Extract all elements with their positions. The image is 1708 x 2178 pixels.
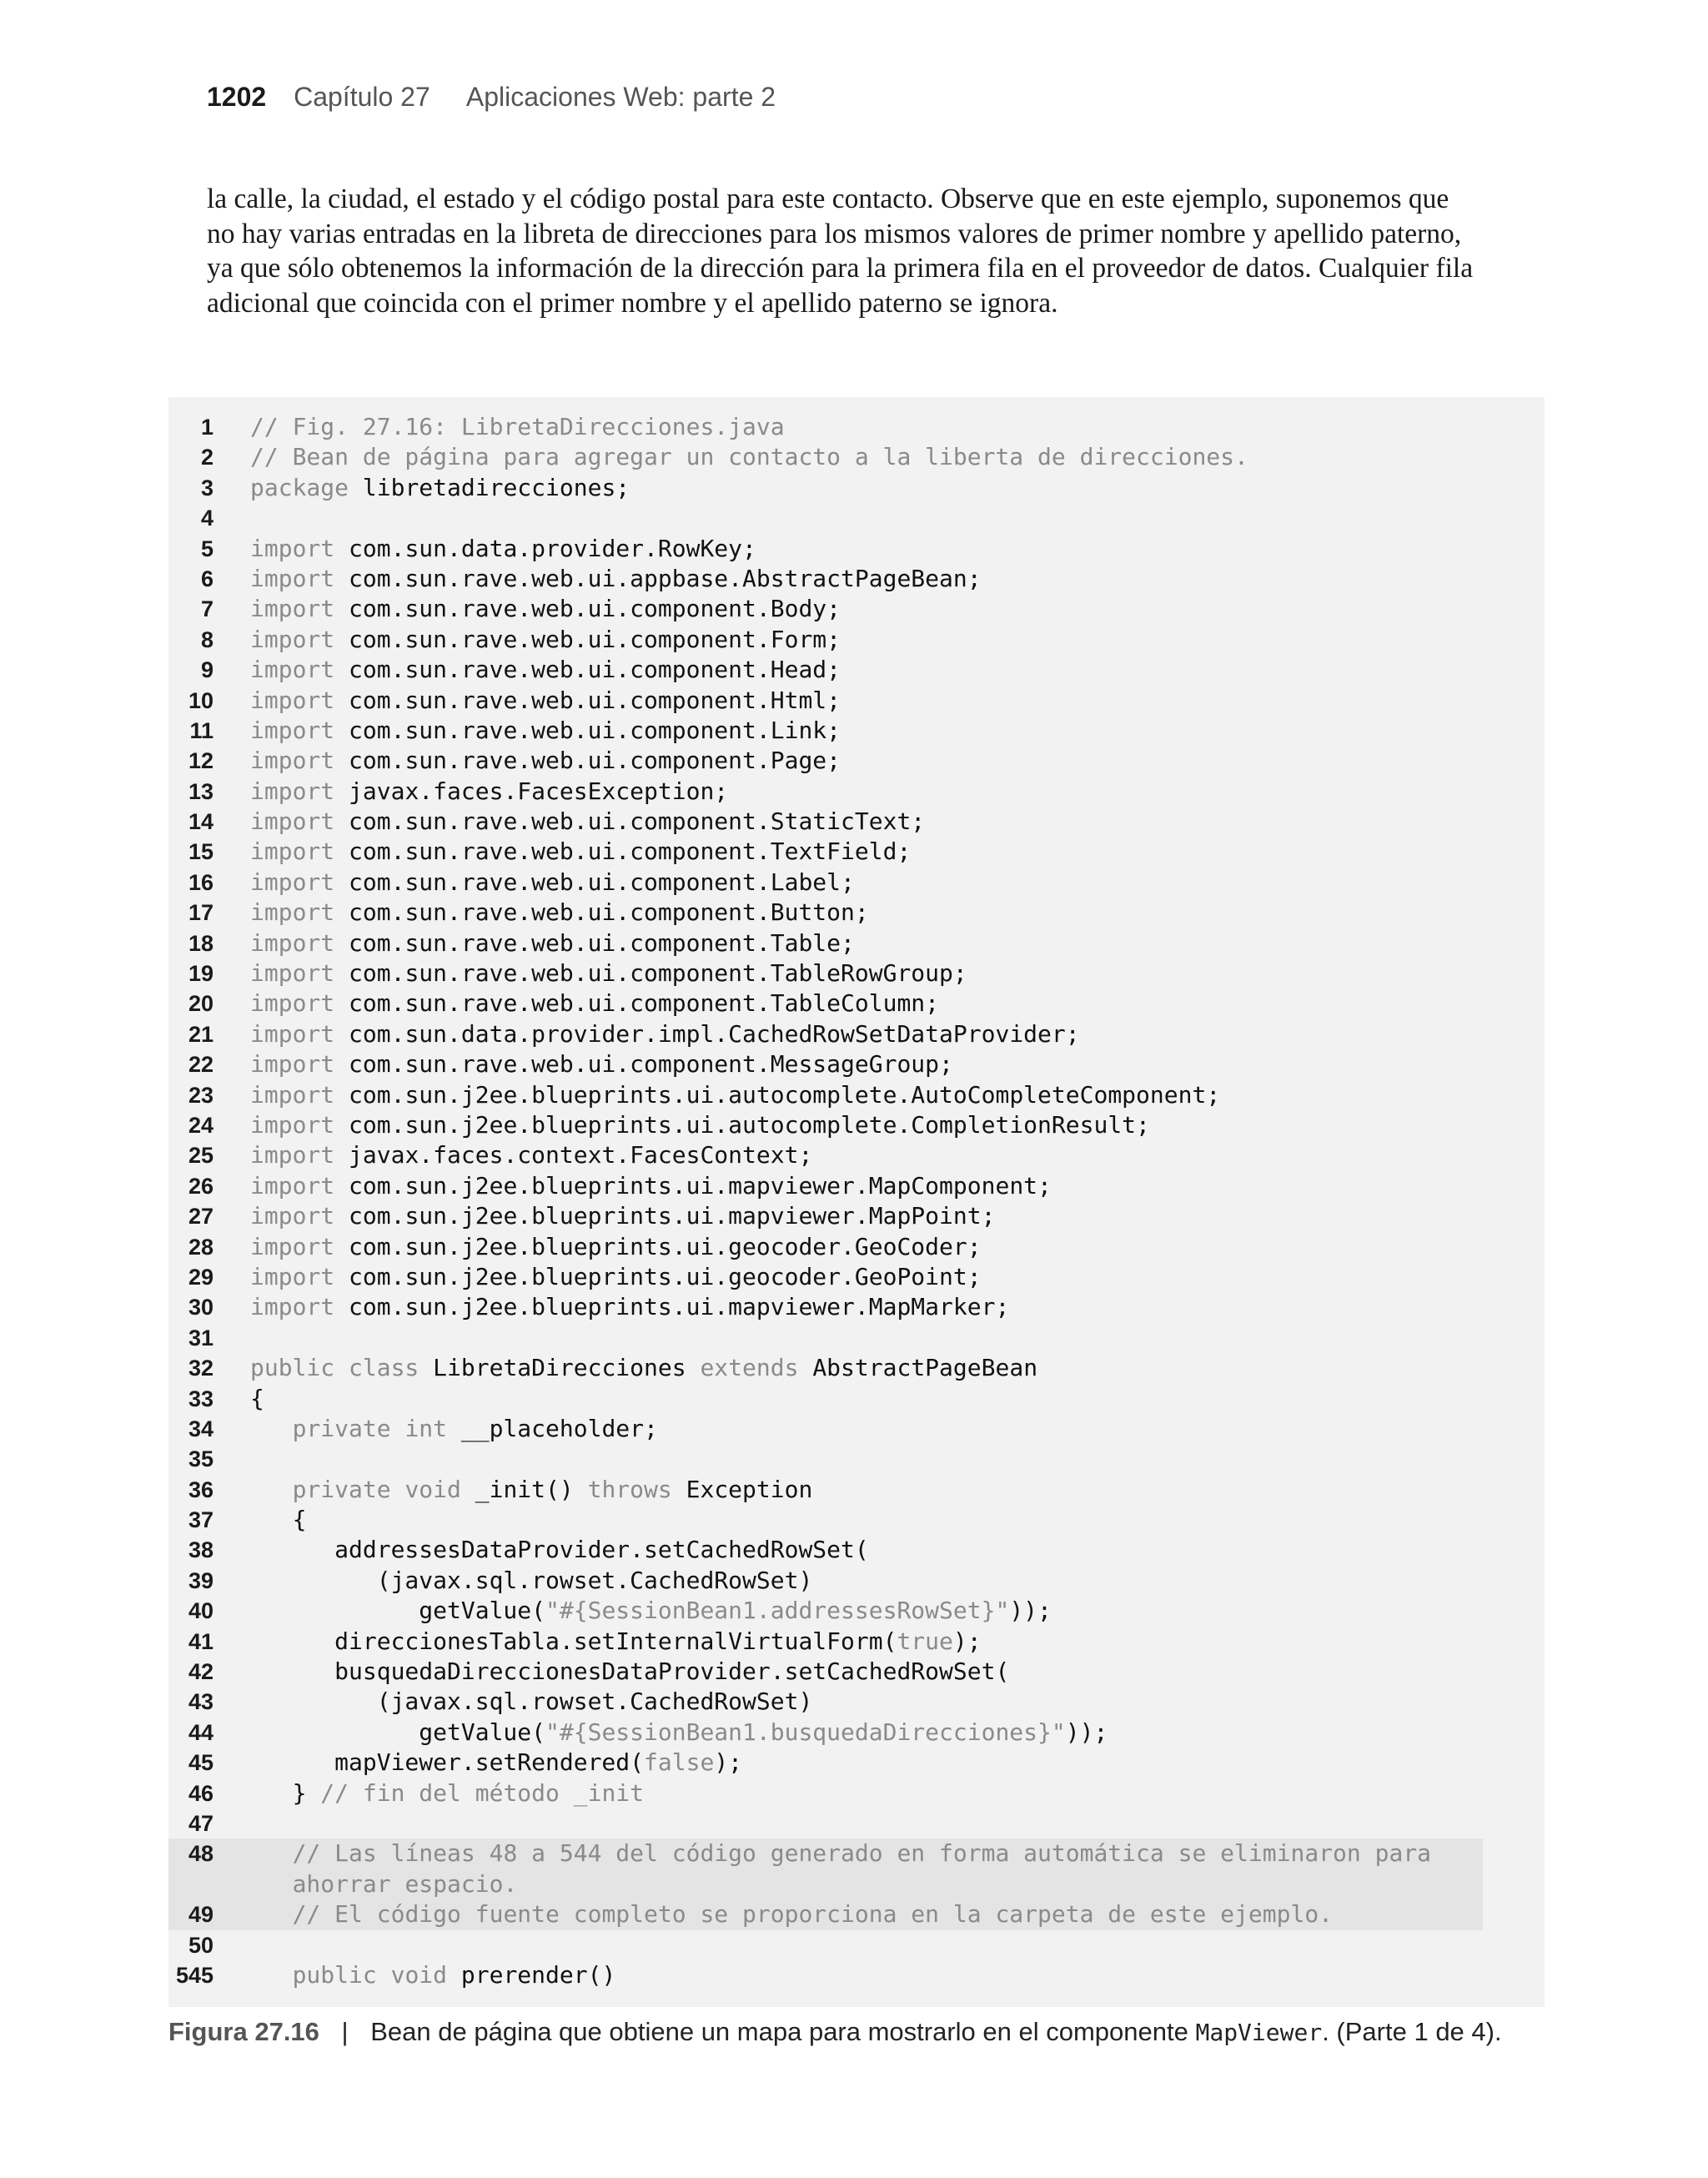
code-line bbox=[168, 1384, 1545, 1414]
code-line bbox=[168, 1414, 1545, 1444]
caption-text: Bean de página que obtiene un mapa para mostrarlo en el componente bbox=[370, 2017, 1196, 2046]
caption-separator: | bbox=[341, 2017, 349, 2046]
code-token: import bbox=[250, 1171, 335, 1200]
code-line bbox=[168, 1505, 1545, 1535]
code-token: // fin del método _init bbox=[320, 1778, 645, 1807]
line-number: 17 bbox=[188, 900, 214, 926]
code-text bbox=[250, 1171, 1052, 1201]
code-token: import bbox=[250, 1019, 335, 1048]
code-token: com.sun.j2ee.blueprints.ui.autocomplete.AutoCompleteComponent; bbox=[334, 1080, 1221, 1109]
code-token: import bbox=[250, 989, 335, 1018]
code-line bbox=[168, 655, 1545, 685]
code-line bbox=[168, 746, 1545, 776]
code-token: import bbox=[250, 1110, 335, 1139]
code-text bbox=[250, 1657, 1009, 1687]
line-number: 13 bbox=[188, 778, 214, 804]
line-number: 38 bbox=[188, 1537, 214, 1563]
code-line bbox=[168, 1718, 1545, 1748]
running-head bbox=[207, 82, 776, 113]
code-token: com.sun.rave.web.ui.component.TextField; bbox=[334, 837, 912, 866]
code-line bbox=[168, 1778, 1545, 1808]
code-token: busquedaDireccionesDataProvider.setCachedRowSet( bbox=[250, 1657, 1010, 1686]
code-token: public void bbox=[292, 1960, 448, 1989]
code-token: prerender() bbox=[447, 1960, 616, 1989]
code-token: LibretaDirecciones bbox=[419, 1354, 701, 1382]
line-number: 44 bbox=[188, 1719, 214, 1745]
code-line bbox=[168, 1171, 1545, 1201]
code-text bbox=[250, 473, 630, 503]
code-text bbox=[250, 412, 785, 442]
code-token: ahorrar espacio. bbox=[292, 1869, 518, 1898]
code-token: import bbox=[250, 959, 335, 988]
code-line bbox=[168, 1444, 1545, 1474]
line-number: 20 bbox=[188, 991, 214, 1017]
code-token: com.sun.rave.web.ui.component.StaticText; bbox=[334, 807, 926, 836]
code-token: import bbox=[250, 1050, 335, 1079]
line-number: 25 bbox=[188, 1143, 214, 1169]
code-token: import bbox=[250, 716, 335, 744]
line-number: 7 bbox=[200, 596, 214, 622]
code-text bbox=[250, 807, 925, 837]
code-token: (javax.sql.rowset.CachedRowSet) bbox=[250, 1566, 813, 1594]
code-token: AbstractPageBean bbox=[798, 1354, 1038, 1382]
code-text bbox=[250, 1899, 1333, 1929]
code-token: } bbox=[250, 1778, 321, 1807]
code-token: com.sun.rave.web.ui.component.Label; bbox=[334, 868, 855, 896]
line-number: 46 bbox=[188, 1780, 214, 1806]
line-number: 49 bbox=[188, 1902, 214, 1928]
code-token: com.sun.rave.web.ui.component.Head; bbox=[334, 656, 841, 684]
code-text bbox=[250, 1292, 1009, 1322]
code-token: throws bbox=[587, 1475, 672, 1503]
code-text bbox=[250, 898, 869, 928]
code-token: com.sun.j2ee.blueprints.ui.mapviewer.MapMarker; bbox=[334, 1293, 1010, 1321]
code-token: import bbox=[250, 534, 335, 562]
code-token: import bbox=[250, 625, 335, 653]
line-number: 50 bbox=[188, 1932, 214, 1958]
code-text bbox=[250, 1505, 306, 1535]
code-text bbox=[250, 1838, 1431, 1869]
code-token: getValue( bbox=[250, 1597, 546, 1625]
code-text bbox=[250, 625, 841, 655]
code-token: libretadirecciones; bbox=[349, 473, 630, 501]
line-number: 47 bbox=[188, 1810, 214, 1836]
code-token: com.sun.rave.web.ui.component.Page; bbox=[334, 747, 841, 775]
code-text bbox=[250, 837, 911, 867]
code-token: Exception bbox=[671, 1475, 813, 1503]
code-token: com.sun.rave.web.ui.component.Html; bbox=[334, 686, 841, 714]
code-token: import bbox=[250, 928, 335, 957]
code-listing bbox=[168, 397, 1545, 2007]
code-line bbox=[168, 1232, 1545, 1262]
code-line bbox=[168, 442, 1545, 472]
code-text bbox=[250, 746, 841, 776]
code-line bbox=[168, 1869, 1483, 1899]
line-number: 43 bbox=[188, 1689, 214, 1715]
code-token: )); bbox=[1009, 1597, 1052, 1625]
code-line bbox=[168, 686, 1545, 716]
code-line bbox=[168, 625, 1545, 655]
paragraph-line: ya que sólo obtenemos la información de la dirección para la primera fila en el proveedor de datos. Cualquier fila bbox=[207, 253, 1474, 284]
line-number: 45 bbox=[188, 1750, 214, 1776]
paragraph-line: adicional que coincida con el primer nombre y el apellido paterno se ignora. bbox=[207, 287, 1058, 319]
line-number: 545 bbox=[175, 1962, 214, 1988]
code-text bbox=[250, 686, 841, 716]
code-text bbox=[250, 1201, 995, 1231]
line-number: 21 bbox=[188, 1021, 214, 1047]
code-line bbox=[168, 716, 1545, 746]
line-number: 2 bbox=[200, 445, 214, 470]
code-text bbox=[250, 868, 855, 898]
code-token bbox=[250, 1961, 293, 1989]
code-line bbox=[168, 1657, 1545, 1687]
line-number: 35 bbox=[188, 1446, 214, 1472]
code-line bbox=[168, 988, 1545, 1019]
code-text bbox=[250, 564, 982, 594]
line-number: 33 bbox=[188, 1386, 214, 1411]
code-line bbox=[168, 868, 1545, 898]
code-text bbox=[250, 1232, 982, 1262]
code-token: package bbox=[250, 473, 349, 501]
code-text bbox=[250, 1748, 742, 1778]
code-token: com.sun.j2ee.blueprints.ui.geocoder.GeoPoint; bbox=[334, 1262, 982, 1290]
code-token: com.sun.rave.web.ui.component.TableColumn; bbox=[334, 989, 940, 1018]
code-line bbox=[168, 1838, 1483, 1869]
code-token: false bbox=[644, 1748, 715, 1777]
code-text bbox=[250, 1262, 982, 1292]
code-line bbox=[168, 1140, 1545, 1170]
code-line bbox=[168, 1292, 1545, 1322]
code-token: getValue( bbox=[250, 1718, 546, 1746]
code-text bbox=[250, 958, 967, 988]
code-text bbox=[250, 1080, 1220, 1110]
code-line bbox=[168, 958, 1545, 988]
line-number: 24 bbox=[188, 1112, 214, 1138]
code-line bbox=[168, 898, 1545, 928]
line-number: 19 bbox=[188, 961, 214, 987]
code-line bbox=[168, 1475, 1545, 1505]
code-text bbox=[250, 1778, 644, 1808]
line-number: 27 bbox=[188, 1204, 214, 1230]
code-line bbox=[168, 1627, 1545, 1657]
code-token: // Las líneas 48 a 544 del código generado en forma automática se eliminaron para bbox=[292, 1839, 1432, 1868]
code-line bbox=[168, 412, 1545, 442]
line-number: 16 bbox=[188, 869, 214, 895]
code-line bbox=[168, 777, 1545, 807]
code-text bbox=[250, 1687, 812, 1717]
code-token bbox=[250, 1476, 293, 1503]
code-text bbox=[250, 534, 756, 564]
code-lines bbox=[168, 412, 1545, 1990]
line-number: 34 bbox=[188, 1416, 214, 1441]
code-text bbox=[250, 655, 841, 685]
code-token: import bbox=[250, 1293, 335, 1321]
code-line bbox=[168, 1930, 1545, 1960]
code-token: com.sun.rave.web.ui.appbase.AbstractPageBean; bbox=[334, 564, 982, 592]
code-token: com.sun.j2ee.blueprints.ui.autocomplete.CompletionResult; bbox=[334, 1110, 1150, 1139]
line-number: 14 bbox=[188, 809, 214, 835]
code-token: com.sun.j2ee.blueprints.ui.geocoder.GeoCoder; bbox=[334, 1232, 982, 1260]
code-token: import bbox=[250, 1080, 335, 1109]
code-token: "#{SessionBean1.addressesRowSet}" bbox=[545, 1597, 1010, 1625]
code-token: (javax.sql.rowset.CachedRowSet) bbox=[250, 1688, 813, 1716]
code-text bbox=[250, 1627, 982, 1657]
code-token bbox=[250, 1870, 293, 1898]
code-token: ); bbox=[714, 1748, 743, 1777]
code-token: com.sun.rave.web.ui.component.Table; bbox=[334, 928, 855, 957]
line-number: 9 bbox=[200, 657, 214, 683]
line-number: 48 bbox=[188, 1841, 214, 1867]
code-text bbox=[250, 1960, 615, 1990]
code-token: extends bbox=[700, 1354, 799, 1382]
code-token: import bbox=[250, 656, 335, 684]
code-token: { bbox=[250, 1506, 307, 1534]
section-title: Aplicaciones Web: parte 2 bbox=[465, 82, 776, 112]
code-token: import bbox=[250, 868, 335, 896]
intro-paragraph bbox=[207, 182, 1511, 320]
line-number: 26 bbox=[188, 1173, 214, 1199]
code-token: { bbox=[250, 1384, 264, 1412]
code-text bbox=[250, 928, 855, 958]
line-number: 39 bbox=[188, 1567, 214, 1593]
code-token: // Bean de página para agregar un contacto a la liberta de direcciones. bbox=[250, 443, 1248, 471]
code-text bbox=[250, 1110, 1150, 1140]
code-line bbox=[168, 807, 1545, 837]
code-token: direccionesTabla.setInternalVirtualForm( bbox=[250, 1627, 897, 1655]
line-number: 22 bbox=[188, 1052, 214, 1078]
line-number: 6 bbox=[200, 566, 214, 591]
code-token: public class bbox=[250, 1354, 419, 1382]
line-number: 3 bbox=[200, 475, 214, 500]
code-line bbox=[168, 1353, 1545, 1383]
code-token: com.sun.data.provider.RowKey; bbox=[334, 534, 756, 562]
code-line bbox=[168, 1019, 1545, 1049]
code-line bbox=[168, 1323, 1545, 1353]
code-token: // Fig. 27.16: LibretaDirecciones.java bbox=[250, 413, 785, 440]
code-text bbox=[250, 1384, 264, 1414]
code-token: import bbox=[250, 1202, 335, 1230]
code-text bbox=[250, 777, 728, 807]
paragraph-line: la calle, la ciudad, el estado y el código postal para este contacto. Observe que en este ejemplo, suponemos que bbox=[207, 184, 1449, 214]
code-token: __placeholder; bbox=[447, 1414, 658, 1442]
code-line bbox=[168, 534, 1545, 564]
code-token: import bbox=[250, 1262, 335, 1290]
code-text bbox=[250, 1140, 812, 1170]
code-token: private void bbox=[292, 1475, 461, 1503]
code-line bbox=[168, 837, 1545, 867]
code-line bbox=[168, 594, 1545, 624]
code-text bbox=[250, 594, 841, 624]
code-line bbox=[168, 1808, 1545, 1838]
line-number: 18 bbox=[188, 930, 214, 956]
code-text bbox=[250, 1049, 953, 1079]
code-line bbox=[168, 1687, 1545, 1717]
line-number: 1 bbox=[200, 415, 214, 440]
code-line bbox=[168, 1049, 1545, 1079]
code-text bbox=[250, 1566, 812, 1596]
code-line bbox=[168, 1262, 1545, 1292]
line-number: 10 bbox=[188, 687, 214, 713]
line-number: 42 bbox=[188, 1659, 214, 1685]
code-text bbox=[250, 1869, 517, 1899]
code-token bbox=[250, 1415, 293, 1442]
code-token: import bbox=[250, 595, 335, 623]
code-token: private int bbox=[292, 1414, 448, 1442]
code-line bbox=[168, 473, 1545, 503]
code-text bbox=[250, 1414, 658, 1444]
figure-caption bbox=[168, 2017, 1502, 2047]
code-token: import bbox=[250, 747, 335, 775]
code-token bbox=[250, 1839, 293, 1867]
code-token: javax.faces.context.FacesContext; bbox=[334, 1141, 813, 1169]
code-token: com.sun.rave.web.ui.component.Body; bbox=[334, 595, 841, 623]
code-line bbox=[168, 1899, 1483, 1929]
code-token: com.sun.rave.web.ui.component.Form; bbox=[334, 625, 841, 653]
code-token bbox=[250, 1900, 293, 1928]
paragraph-line: no hay varias entradas en la libreta de direcciones para los mismos valores de primer nombre y apellido paterno, bbox=[207, 218, 1462, 249]
code-line bbox=[168, 564, 1545, 594]
code-token: true bbox=[897, 1627, 953, 1655]
code-token: import bbox=[250, 898, 335, 927]
page-number: 1202 bbox=[207, 82, 267, 112]
line-number: 30 bbox=[188, 1295, 214, 1320]
code-token: com.sun.j2ee.blueprints.ui.mapviewer.MapPoint; bbox=[334, 1202, 996, 1230]
caption-code: MapViewer bbox=[1195, 2019, 1323, 2046]
line-number: 40 bbox=[188, 1598, 214, 1624]
code-text bbox=[250, 716, 841, 746]
code-line bbox=[168, 1566, 1545, 1596]
code-token: import bbox=[250, 686, 335, 714]
code-line bbox=[168, 1748, 1545, 1778]
line-number: 29 bbox=[188, 1264, 214, 1290]
code-token: // El código fuente completo se proporciona en la carpeta de este ejemplo. bbox=[292, 1900, 1334, 1929]
line-number: 37 bbox=[188, 1507, 214, 1533]
code-token: import bbox=[250, 807, 335, 836]
line-number: 11 bbox=[189, 717, 214, 743]
code-text bbox=[250, 1353, 1037, 1383]
caption-text-end: . (Parte 1 de 4). bbox=[1322, 2017, 1502, 2046]
figure-label: Figura 27.16 bbox=[168, 2017, 319, 2046]
code-line bbox=[168, 1110, 1545, 1140]
code-token: import bbox=[250, 837, 335, 866]
code-token: _init() bbox=[460, 1475, 588, 1503]
code-text bbox=[250, 1596, 1052, 1626]
code-line bbox=[168, 1960, 1545, 1990]
line-number: 32 bbox=[188, 1356, 214, 1381]
code-line bbox=[168, 1201, 1545, 1231]
code-text bbox=[250, 988, 939, 1019]
line-number: 12 bbox=[188, 748, 214, 774]
code-token: import bbox=[250, 564, 335, 592]
line-number: 8 bbox=[200, 626, 214, 652]
code-line bbox=[168, 503, 1545, 533]
code-token: com.sun.rave.web.ui.component.Link; bbox=[334, 716, 841, 744]
chapter-title: Capítulo 27 bbox=[294, 82, 430, 112]
code-text bbox=[250, 1475, 812, 1505]
code-token: com.sun.data.provider.impl.CachedRowSetDataProvider; bbox=[334, 1019, 1080, 1048]
code-token: import bbox=[250, 1141, 335, 1169]
code-token: import bbox=[250, 777, 335, 805]
code-text bbox=[250, 442, 1248, 472]
code-token: com.sun.j2ee.blueprints.ui.mapviewer.MapComponent; bbox=[334, 1171, 1052, 1200]
code-line bbox=[168, 1080, 1545, 1110]
code-token: ); bbox=[952, 1627, 982, 1655]
code-token: "#{SessionBean1.busquedaDirecciones}" bbox=[545, 1718, 1066, 1746]
code-text bbox=[250, 1718, 1108, 1748]
line-number: 36 bbox=[188, 1476, 214, 1502]
code-token: javax.faces.FacesException; bbox=[334, 777, 729, 805]
line-number: 31 bbox=[188, 1325, 214, 1351]
code-token: mapViewer.setRendered( bbox=[250, 1748, 645, 1777]
code-token: com.sun.rave.web.ui.component.MessageGroup; bbox=[334, 1050, 953, 1079]
line-number: 15 bbox=[188, 839, 214, 865]
line-number: 4 bbox=[200, 506, 214, 531]
line-number: 28 bbox=[188, 1234, 214, 1260]
code-token: import bbox=[250, 1232, 335, 1260]
line-number: 5 bbox=[200, 536, 214, 561]
code-text bbox=[250, 1019, 1080, 1049]
line-number: 23 bbox=[188, 1082, 214, 1108]
code-line bbox=[168, 928, 1545, 958]
code-line bbox=[168, 1535, 1545, 1565]
code-token: com.sun.rave.web.ui.component.TableRowGroup; bbox=[334, 959, 967, 988]
code-token: com.sun.rave.web.ui.component.Button; bbox=[334, 898, 869, 927]
code-token: addressesDataProvider.setCachedRowSet( bbox=[250, 1536, 869, 1564]
code-token: )); bbox=[1065, 1718, 1108, 1746]
code-text bbox=[250, 1535, 869, 1565]
line-number: 41 bbox=[188, 1628, 214, 1654]
code-line bbox=[168, 1596, 1545, 1626]
